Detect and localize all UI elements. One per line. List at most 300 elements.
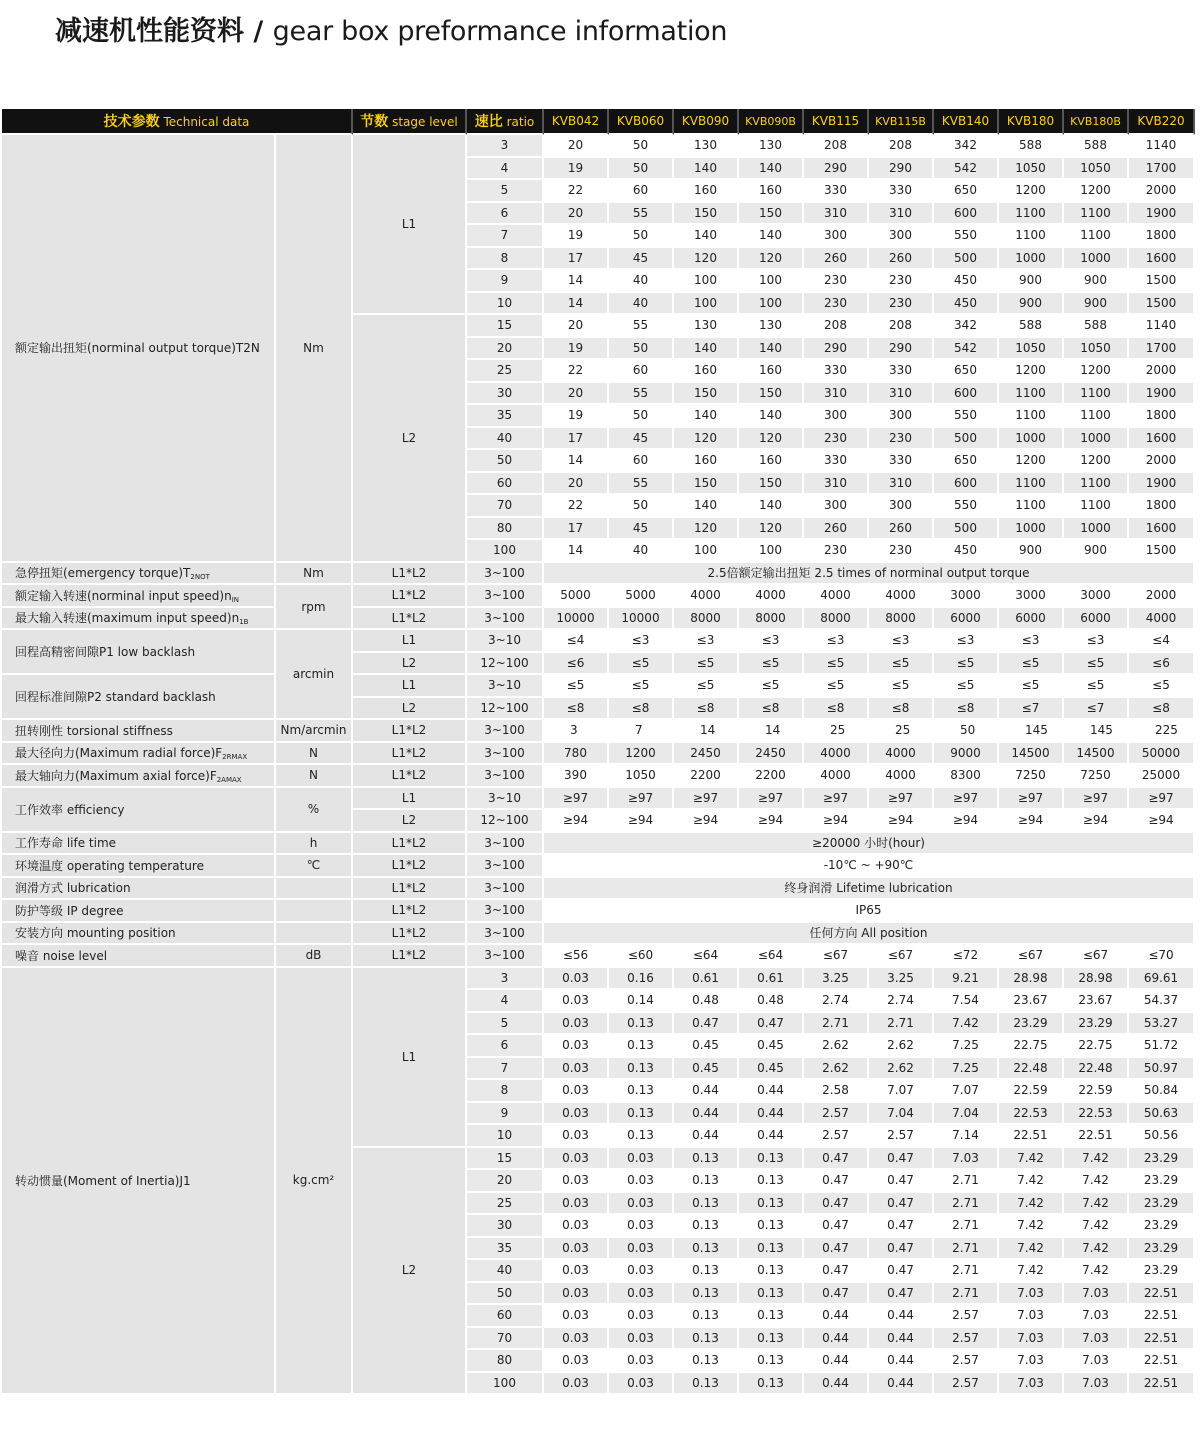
unit-cell: [276, 878, 353, 901]
value-cell: 2.71: [934, 1283, 999, 1306]
value-cell: 0.13: [674, 1148, 739, 1171]
value-cell: 0.13: [739, 1170, 804, 1193]
ratio-cell: 25: [467, 360, 544, 383]
ratio-cell: 3~10: [467, 788, 544, 811]
value-cell: 1140: [1129, 135, 1195, 158]
value-cell: ≤8: [674, 698, 739, 721]
value-cell: 28.98: [999, 968, 1064, 991]
value-cell: 160: [739, 180, 804, 203]
value-cell: 0.47: [869, 1283, 934, 1306]
value-cell: 9.21: [934, 968, 999, 991]
value-cell: 1140: [1129, 315, 1195, 338]
value-cell: 2.62: [804, 1058, 869, 1081]
value-cell: 0.13: [674, 1215, 739, 1238]
value-cell: ≤8: [934, 698, 999, 721]
value-cell: 0.47: [869, 1170, 934, 1193]
value-cell: 330: [869, 180, 934, 203]
value-cell: 0.13: [674, 1193, 739, 1216]
ratio-cell: 50: [467, 450, 544, 473]
value-cell: 1900: [1129, 203, 1195, 226]
value-cell: 0.13: [674, 1170, 739, 1193]
ratio-cell: 3: [467, 968, 544, 991]
value-cell: 0.44: [739, 1125, 804, 1148]
table-row: [2, 585, 1195, 608]
value-cell: 69.61: [1129, 968, 1195, 991]
value-cell: ≤3: [1064, 630, 1129, 653]
value-cell: ≤64: [739, 945, 804, 968]
value-cell: 2.71: [934, 1215, 999, 1238]
value-cell: 160: [674, 450, 739, 473]
value-cell: 140: [739, 158, 804, 181]
table-row: [2, 855, 1195, 878]
value-cell: 2.57: [934, 1328, 999, 1351]
value-cell: 7.42: [1064, 1238, 1129, 1261]
value-cell: ≤5: [999, 675, 1064, 698]
value-cell: 1100: [1064, 405, 1129, 428]
header-ratio-cn: 速比: [474, 114, 503, 130]
value-cell: 0.03: [544, 1103, 609, 1126]
value-cell: 1000: [999, 518, 1064, 541]
value-cell: 0.03: [609, 1238, 674, 1261]
value-cell: 7250: [999, 765, 1064, 788]
stage-cell: L1*L2: [353, 900, 467, 923]
value-cell: 0.03: [609, 1193, 674, 1216]
value-cell: 7.42: [999, 1170, 1064, 1193]
value-cell: 4000: [804, 585, 869, 608]
value-cell: 53.27: [1129, 1013, 1195, 1036]
value-cell: ≤3: [934, 630, 999, 653]
value-cell: 22: [544, 360, 609, 383]
value-cell: 8000: [869, 608, 934, 631]
parameter-label: [2, 923, 276, 946]
value-cell: 120: [674, 248, 739, 271]
value-cell: ≤3: [869, 630, 934, 653]
value-cell: 300: [804, 405, 869, 428]
title-en: gear box preformance information: [272, 16, 728, 47]
value-cell: 0.13: [674, 1283, 739, 1306]
value-cell: 150: [674, 203, 739, 226]
value-cell: 140: [739, 495, 804, 518]
ratio-cell: 12~100: [467, 653, 544, 676]
title-cn: 减速机性能资料: [55, 16, 244, 47]
value-cell: 1050: [999, 158, 1064, 181]
value-cell: 0.03: [544, 1148, 609, 1171]
value-cell: 2000: [1129, 450, 1195, 473]
value-cell: 0.47: [804, 1238, 869, 1261]
value-cell: 22.59: [1064, 1080, 1129, 1103]
unit-cell: dB: [276, 945, 353, 968]
parameter-label-text: 工作寿命 life time: [15, 836, 117, 851]
value-cell: 0.13: [674, 1238, 739, 1261]
stage-cell: L1*L2: [353, 585, 467, 608]
table-row: [2, 923, 1195, 946]
value-cell: 0.03: [544, 1170, 609, 1193]
value-cell: ≥94: [739, 810, 804, 833]
value-cell: 1200: [999, 180, 1064, 203]
value-cell: 0.44: [739, 1080, 804, 1103]
header-model: KVB180B: [1064, 109, 1129, 135]
ratio-cell: 50: [467, 1283, 544, 1306]
ratio-cell: 12~100: [467, 698, 544, 721]
value-cell: 0.47: [674, 1013, 739, 1036]
value-cell: 7.03: [1064, 1305, 1129, 1328]
value-cell: 22.51: [1064, 1125, 1129, 1148]
value-cell: 14: [739, 720, 804, 743]
ratio-cell: 20: [467, 1170, 544, 1193]
value-cell: 290: [804, 338, 869, 361]
value-cell: 0.13: [739, 1373, 804, 1396]
value-cell: 0.47: [804, 1260, 869, 1283]
value-cell: 0.13: [674, 1328, 739, 1351]
parameter-label-text: 扭转刚性 torsional stiffness: [15, 723, 173, 738]
value-cell: ≤6: [544, 653, 609, 676]
value-cell: ≥94: [674, 810, 739, 833]
value-cell: 0.44: [804, 1350, 869, 1373]
value-cell: 600: [934, 473, 999, 496]
value-cell: 0.48: [674, 990, 739, 1013]
value-cell: 0.03: [609, 1373, 674, 1396]
value-cell: 208: [869, 315, 934, 338]
parameter-subscript: 1B: [239, 618, 249, 627]
table-row: [2, 788, 1195, 811]
value-cell: 7250: [1064, 765, 1129, 788]
value-cell: ≤67: [869, 945, 934, 968]
value-cell: 50: [609, 225, 674, 248]
value-cell: 330: [869, 360, 934, 383]
value-cell: 0.13: [739, 1193, 804, 1216]
value-cell: 19: [544, 225, 609, 248]
table-row: [2, 135, 1195, 158]
value-cell: ≤5: [739, 675, 804, 698]
value-cell: 260: [804, 248, 869, 271]
value-cell: ≤7: [999, 698, 1064, 721]
value-cell: 1050: [999, 338, 1064, 361]
stage-cell: L1*L2: [353, 923, 467, 946]
parameter-subscript: 2RMAX: [222, 753, 248, 762]
value-cell: 542: [934, 338, 999, 361]
value-cell: 6000: [934, 608, 999, 631]
header-model: KVB060: [609, 109, 674, 135]
value-cell: 130: [739, 135, 804, 158]
value-cell: ≤5: [804, 675, 869, 698]
value-cell: 1100: [999, 495, 1064, 518]
value-cell: 0.44: [739, 1103, 804, 1126]
value-cell: 1200: [1064, 360, 1129, 383]
value-cell: 2.71: [934, 1193, 999, 1216]
value-cell: 55: [609, 383, 674, 406]
value-cell: 1700: [1129, 338, 1195, 361]
value-cell: 22.48: [1064, 1058, 1129, 1081]
value-cell: 310: [869, 383, 934, 406]
parameter-label: [2, 968, 276, 1396]
ratio-cell: 30: [467, 1215, 544, 1238]
value-cell: 100: [674, 293, 739, 316]
value-cell: 7.03: [1064, 1373, 1129, 1396]
value-cell: 3.25: [869, 968, 934, 991]
value-cell: 1050: [1064, 158, 1129, 181]
stage-cell: L1: [353, 135, 467, 315]
value-cell: 14: [674, 720, 739, 743]
parameter-label: [2, 585, 276, 608]
value-cell: 0.13: [739, 1215, 804, 1238]
value-cell: 780: [544, 743, 609, 766]
value-cell: 0.47: [869, 1193, 934, 1216]
value-cell: 4000: [869, 765, 934, 788]
value-cell: 100: [739, 293, 804, 316]
value-cell: 140: [674, 158, 739, 181]
value-cell: 1800: [1129, 225, 1195, 248]
ratio-cell: 35: [467, 1238, 544, 1261]
value-cell: 7.42: [1064, 1215, 1129, 1238]
value-cell: 260: [869, 518, 934, 541]
value-cell: ≤8: [544, 698, 609, 721]
table-row: [2, 608, 1195, 631]
value-cell: ≥97: [1064, 788, 1129, 811]
value-cell: 2.62: [869, 1058, 934, 1081]
value-cell: ≥97: [869, 788, 934, 811]
value-cell: 1200: [1064, 180, 1129, 203]
value-cell: 50.84: [1129, 1080, 1195, 1103]
value-cell: 140: [739, 225, 804, 248]
value-cell: 390: [544, 765, 609, 788]
value-cell: 7.42: [1064, 1170, 1129, 1193]
value-cell: 0.13: [739, 1148, 804, 1171]
value-cell: ≥94: [804, 810, 869, 833]
header-stage-en: stage level: [392, 115, 458, 129]
parameter-label: [2, 563, 276, 586]
value-cell: 0.03: [609, 1350, 674, 1373]
value-cell: ≥97: [934, 788, 999, 811]
value-cell: ≤4: [1129, 630, 1195, 653]
value-cell: 588: [1064, 135, 1129, 158]
value-cell: 0.44: [804, 1305, 869, 1328]
value-cell: 7.03: [934, 1148, 999, 1171]
value-cell: 7: [609, 720, 674, 743]
value-cell: 4000: [1129, 608, 1195, 631]
stage-cell: L1: [353, 675, 467, 698]
value-cell: 28.98: [1064, 968, 1129, 991]
value-cell: ≥94: [999, 810, 1064, 833]
value-cell: 2.57: [804, 1125, 869, 1148]
value-cell: 60: [609, 360, 674, 383]
value-cell: ≤5: [1129, 675, 1195, 698]
value-cell: 1800: [1129, 405, 1195, 428]
value-cell: 0.13: [609, 1035, 674, 1058]
value-cell: 7.03: [1064, 1328, 1129, 1351]
value-cell: 0.44: [869, 1328, 934, 1351]
value-cell: 10000: [544, 608, 609, 631]
value-cell: 0.13: [609, 1125, 674, 1148]
ratio-cell: 80: [467, 1350, 544, 1373]
parameter-label-text: 转动惯量(Moment of Inertia)J1: [15, 1173, 191, 1188]
parameter-label-text: 回程标准间隙P2 standard backlash: [15, 690, 216, 704]
value-cell: 8300: [934, 765, 999, 788]
value-cell: 1500: [1129, 293, 1195, 316]
value-cell: 7.42: [999, 1215, 1064, 1238]
value-cell: 14: [544, 540, 609, 563]
value-cell: 1100: [999, 383, 1064, 406]
value-cell: ≤3: [609, 630, 674, 653]
value-cell: 290: [804, 158, 869, 181]
value-cell: 23.67: [1064, 990, 1129, 1013]
value-cell: 2.74: [804, 990, 869, 1013]
value-cell: 1600: [1129, 518, 1195, 541]
value-cell: 0.44: [869, 1350, 934, 1373]
value-cell: 150: [739, 383, 804, 406]
ratio-cell: 3~100: [467, 923, 544, 946]
value-cell: 2.58: [804, 1080, 869, 1103]
value-cell: 0.03: [544, 1013, 609, 1036]
value-cell: 0.44: [869, 1373, 934, 1396]
value-cell: 160: [674, 180, 739, 203]
value-cell: 51.72: [1129, 1035, 1195, 1058]
ratio-cell: 15: [467, 1148, 544, 1171]
ratio-cell: 3~100: [467, 855, 544, 878]
parameter-label-text: 环境温度 operating temperature: [15, 858, 204, 873]
value-cell: 1500: [1129, 540, 1195, 563]
value-cell: 4000: [674, 585, 739, 608]
value-cell: 145: [1064, 720, 1129, 743]
ratio-cell: 15: [467, 315, 544, 338]
value-cell: 23.29: [1129, 1193, 1195, 1216]
header-model: KVB115B: [869, 109, 934, 135]
value-cell: 2.62: [804, 1035, 869, 1058]
value-cell: ≤7: [1064, 698, 1129, 721]
value-cell: 14: [544, 270, 609, 293]
ratio-cell: 60: [467, 1305, 544, 1328]
value-cell: 2000: [1129, 360, 1195, 383]
table-row: [2, 878, 1195, 901]
value-cell: 54.37: [1129, 990, 1195, 1013]
value-cell: ≥94: [1064, 810, 1129, 833]
value-cell: 22.51: [1129, 1373, 1195, 1396]
value-cell: 23.29: [1064, 1013, 1129, 1036]
value-cell: 2.57: [804, 1103, 869, 1126]
value-cell: 1100: [999, 225, 1064, 248]
value-cell: 0.48: [739, 990, 804, 1013]
value-cell: 55: [609, 473, 674, 496]
value-cell: 40: [609, 270, 674, 293]
value-cell: 0.47: [804, 1170, 869, 1193]
value-cell: 0.47: [869, 1260, 934, 1283]
table-row: [2, 630, 1195, 653]
value-cell: 588: [999, 315, 1064, 338]
value-cell: 342: [934, 135, 999, 158]
value-cell: ≤6: [1129, 653, 1195, 676]
value-cell: 130: [739, 315, 804, 338]
value-cell: ≤8: [739, 698, 804, 721]
value-cell: 330: [804, 360, 869, 383]
value-cell: 14500: [999, 743, 1064, 766]
stage-cell: L1*L2: [353, 563, 467, 586]
title-separator: /: [244, 16, 273, 47]
value-cell: 0.03: [544, 1035, 609, 1058]
value-cell: 2.62: [869, 1035, 934, 1058]
value-cell: 8000: [804, 608, 869, 631]
value-cell: 0.13: [739, 1238, 804, 1261]
header-stage-cn: 节数: [360, 114, 389, 130]
ratio-cell: 3~100: [467, 720, 544, 743]
value-cell: 1050: [609, 765, 674, 788]
value-cell: 7.03: [999, 1305, 1064, 1328]
value-cell: 120: [739, 428, 804, 451]
value-cell: 1100: [1064, 225, 1129, 248]
value-cell: ≥97: [1129, 788, 1195, 811]
ratio-cell: 3~100: [467, 563, 544, 586]
parameter-label-text: 最大径向力(Maximum radial force)F: [15, 746, 223, 761]
value-cell: 1200: [609, 743, 674, 766]
page-title: [55, 14, 727, 50]
value-cell: 22.51: [1129, 1305, 1195, 1328]
value-cell: 900: [1064, 540, 1129, 563]
value-cell: 1200: [1064, 450, 1129, 473]
value-cell: 19: [544, 405, 609, 428]
value-cell: 1900: [1129, 473, 1195, 496]
value-cell: 500: [934, 248, 999, 271]
value-cell: 7.04: [869, 1103, 934, 1126]
value-cell: 130: [674, 315, 739, 338]
parameter-label: [2, 630, 276, 675]
unit-cell: [276, 900, 353, 923]
value-cell: 130: [674, 135, 739, 158]
value-cell: 7.03: [999, 1350, 1064, 1373]
value-cell: 40: [609, 540, 674, 563]
value-cell: 145: [999, 720, 1064, 743]
merged-value-cell: -10℃ ~ +90℃: [544, 855, 1195, 878]
value-cell: 140: [739, 338, 804, 361]
unit-cell: N: [276, 765, 353, 788]
value-cell: ≤67: [1064, 945, 1129, 968]
value-cell: 2450: [739, 743, 804, 766]
value-cell: 1100: [999, 473, 1064, 496]
ratio-cell: 100: [467, 1373, 544, 1396]
unit-cell: kg.cm²: [276, 968, 353, 1396]
value-cell: 20: [544, 473, 609, 496]
value-cell: 45: [609, 248, 674, 271]
value-cell: 22.51: [999, 1125, 1064, 1148]
value-cell: 2.57: [869, 1125, 934, 1148]
value-cell: 230: [869, 540, 934, 563]
value-cell: 0.03: [544, 1125, 609, 1148]
ratio-cell: 3~100: [467, 743, 544, 766]
value-cell: 0.45: [674, 1058, 739, 1081]
value-cell: 588: [1064, 315, 1129, 338]
header-model: KVB042: [544, 109, 609, 135]
ratio-cell: 3~100: [467, 765, 544, 788]
value-cell: ≤5: [804, 653, 869, 676]
value-cell: 50: [609, 405, 674, 428]
value-cell: 0.13: [739, 1260, 804, 1283]
parameter-label-text: 额定输出扭矩(norminal output torque)T2N: [15, 341, 260, 356]
parameter-label: [2, 833, 276, 856]
value-cell: 0.13: [739, 1350, 804, 1373]
value-cell: 1200: [999, 450, 1064, 473]
ratio-cell: 9: [467, 1103, 544, 1126]
value-cell: 2.71: [934, 1260, 999, 1283]
merged-value-cell: ≥20000 小时(hour): [544, 833, 1195, 856]
value-cell: 0.45: [739, 1058, 804, 1081]
value-cell: 0.47: [804, 1215, 869, 1238]
value-cell: 1100: [1064, 495, 1129, 518]
value-cell: 60: [609, 450, 674, 473]
value-cell: 330: [804, 180, 869, 203]
value-cell: 140: [674, 495, 739, 518]
parameter-label: [2, 900, 276, 923]
value-cell: 260: [804, 518, 869, 541]
value-cell: 3000: [1064, 585, 1129, 608]
value-cell: 25: [869, 720, 934, 743]
parameter-label: [2, 675, 276, 720]
